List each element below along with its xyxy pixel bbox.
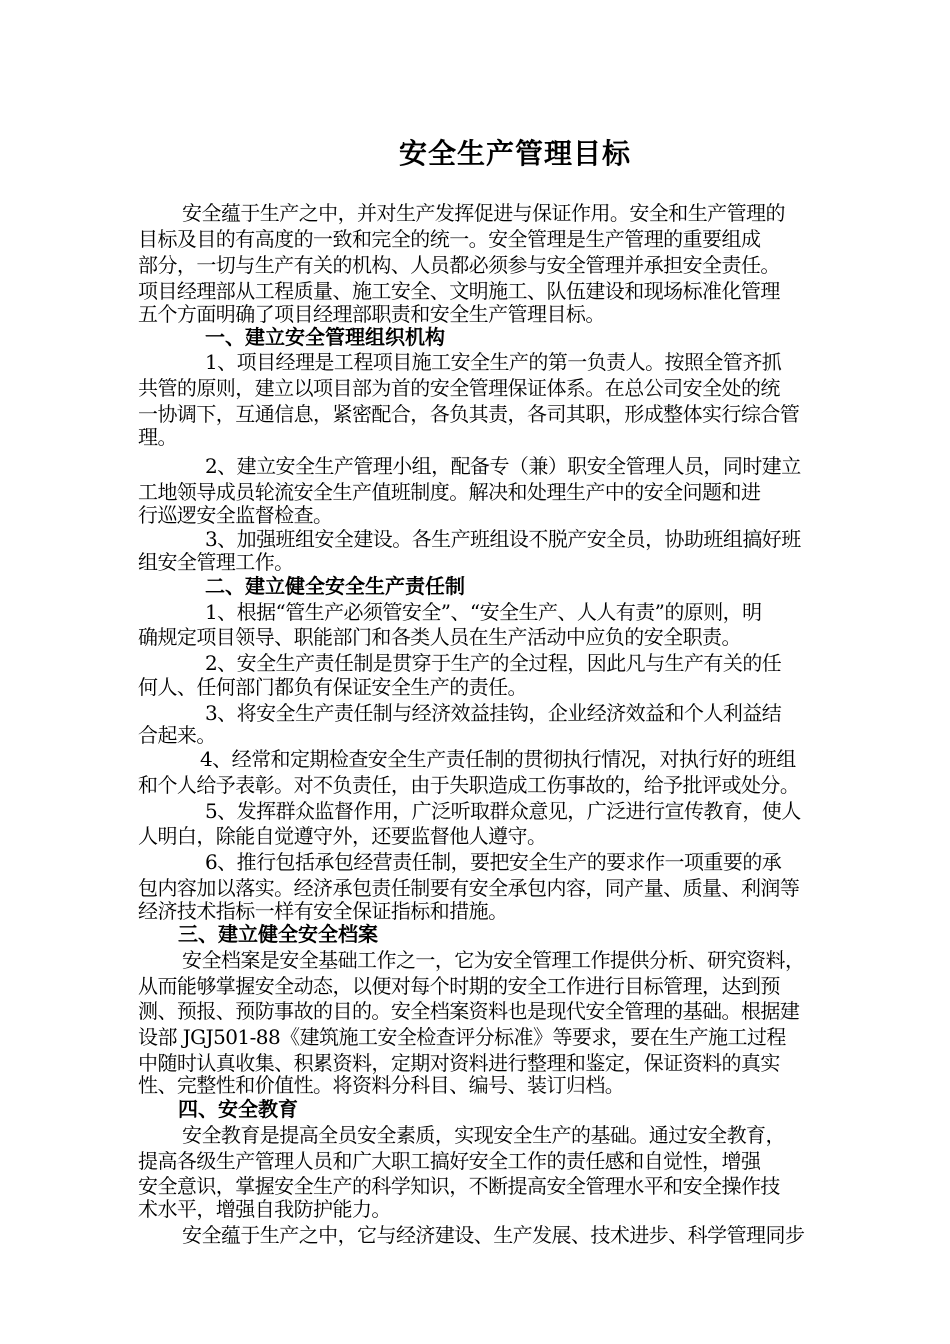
paragraph-line: 项目经理部从工程质量、施工安全、文明施工、队伍建设和现场标准化管理 — [138, 279, 780, 303]
paragraph-line: 行巡逻安全监督检查。 — [138, 503, 333, 527]
paragraph-line: 测、预报、预防事故的目的。安全档案资料也是现代安全管理的基础。根据建 — [138, 999, 800, 1023]
paragraph-line: 何人、任何部门都负有保证安全生产的责任。 — [138, 675, 527, 699]
section-heading: 四、安全教育 — [178, 1097, 298, 1121]
paragraph-line: 1、根据“管生产必须管安全”、“安全生产、人人有责”的原则，明 — [205, 600, 762, 624]
paragraph-line: 确规定项目领导、职能部门和各类人员在生产活动中应负的安全职责。 — [138, 625, 741, 649]
paragraph-line: 安全意识，掌握安全生产的科学知识，不断提高安全管理水平和安全操作技 — [138, 1174, 780, 1198]
paragraph-line: 工地领导成员轮流安全生产值班制度。解决和处理生产中的安全问题和进 — [138, 480, 761, 504]
section-heading: 二、建立健全安全生产责任制 — [205, 574, 465, 598]
paragraph-line: 从而能够掌握安全动态，以便对每个时期的安全工作进行目标管理，达到预 — [138, 974, 780, 998]
paragraph-line: 2、安全生产责任制是贯穿于生产的全过程，因此凡与生产有关的任 — [205, 651, 782, 675]
paragraph-line: 共管的原则，建立以项目部为首的安全管理保证体系。在总公司安全处的统 — [138, 376, 780, 400]
paragraph-line: 5、发挥群众监督作用，广泛听取群众意见，广泛进行宣传教育，使人 — [205, 799, 801, 823]
paragraph-line: 包内容加以落实。经济承包责任制要有安全承包内容，同产量、质量、利润等 — [138, 876, 800, 900]
paragraph-line: 安全蕴于生产之中，它与经济建设、生产发展、技术进步、科学管理同步 — [182, 1223, 805, 1247]
paragraph-line: 6、推行包括承包经营责任制，要把安全生产的要求作一项重要的承 — [205, 850, 782, 874]
paragraph-line: 提高各级生产管理人员和广大职工搞好安全工作的责任感和自觉性，增强 — [138, 1149, 761, 1173]
paragraph-line: 合起来。 — [138, 723, 216, 747]
paragraph-line: 人明白，除能自觉遵守外，还要监督他人遵守。 — [138, 824, 547, 848]
paragraph-line: 理。 — [138, 425, 177, 449]
paragraph-line: 3、将安全生产责任制与经济效益挂钩，企业经济效益和个人利益结 — [205, 701, 782, 725]
paragraph-line: 1、项目经理是工程项目施工安全生产的第一负责人。按照全管齐抓 — [205, 350, 782, 374]
paragraph-line: 4、经常和定期检查安全生产责任制的贯彻执行情况，对执行好的班组 — [200, 747, 796, 771]
paragraph-line: 安全教育是提高全员安全素质，实现安全生产的基础。通过安全教育， — [182, 1123, 785, 1147]
paragraph-line: 五个方面明确了项目经理部职责和安全生产管理目标。 — [138, 302, 605, 326]
paragraph-line: 部分，一切与生产有关的机构、人员都必须参与安全管理并承担安全责任。 — [138, 253, 780, 277]
paragraph-line: 3、加强班组安全建设。各生产班组设不脱产安全员，协助班组搞好班 — [205, 527, 801, 551]
paragraph-line: 中随时认真收集、积累资料，定期对资料进行整理和鉴定，保证资料的真实 — [138, 1051, 780, 1075]
paragraph-line: 安全蕴于生产之中，并对生产发挥促进与保证作用。安全和生产管理的 — [182, 201, 785, 225]
paragraph-line: 目标及目的有高度的一致和完全的统一。安全管理是生产管理的重要组成 — [138, 227, 761, 251]
paragraph-line: 性、完整性和价值性。将资料分科目、编号、装订归档。 — [138, 1073, 625, 1097]
paragraph-line: 一协调下，互通信息，紧密配合，各负其责，各司其职，形成整体实行综合管 — [138, 402, 800, 426]
paragraph-line: 2、建立安全生产管理小组，配备专（兼）职安全管理人员，同时建立 — [205, 454, 801, 478]
section-heading: 一、建立安全管理组织机构 — [205, 325, 445, 349]
paragraph-line: 和个人给予表彰。对不负责任，由于失职造成工伤事故的，给予批评或处分。 — [138, 773, 800, 797]
paragraph-line: 经济技术指标一样有安全保证指标和措施。 — [138, 899, 508, 923]
paragraph-line: 安全档案是安全基础工作之一，它为安全管理工作提供分析、研究资料， — [182, 948, 805, 972]
paragraph-line: 设部 JGJ501-88《建筑施工安全检查评分标准》等要求，要在生产施工过程 — [138, 1025, 786, 1049]
paragraph-line: 术水平，增强自我防护能力。 — [138, 1197, 391, 1221]
page-title: 安全生产管理目标 — [398, 137, 631, 170]
section-heading: 三、建立健全安全档案 — [178, 922, 378, 946]
paragraph-line: 组安全管理工作。 — [138, 550, 294, 574]
